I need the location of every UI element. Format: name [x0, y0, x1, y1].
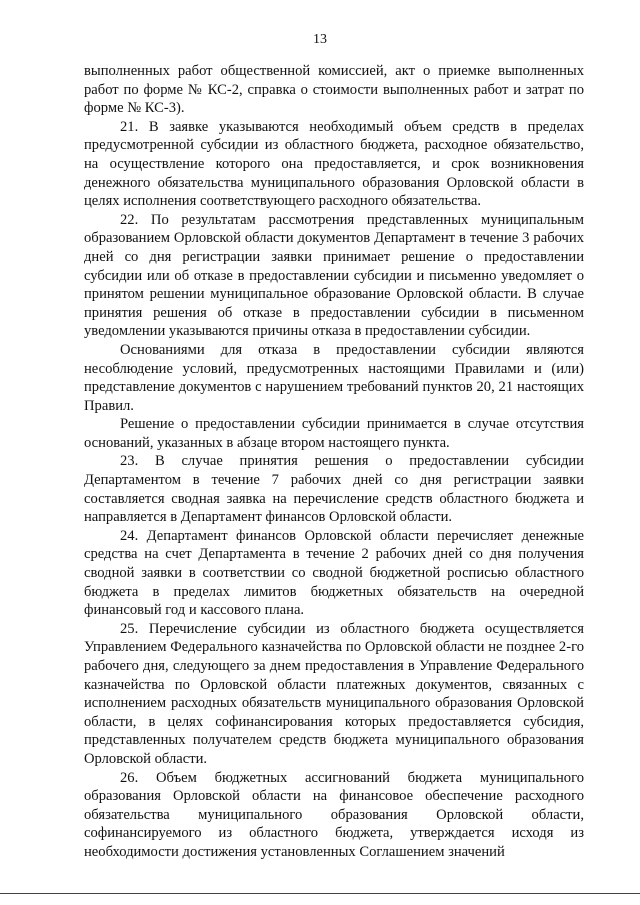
paragraph-continuation: выполненных работ общественной комиссией, акт о приемке выполненных работ по форме № КС-2, справка о стоимости выполненных работ и затрат по форме № КС-3). [84, 63, 584, 117]
paragraph-refusal-grounds: Основаниями для отказа в предоставлении субсидии являются несоблюдение условий, предусмотренных настоящими Правилами и (или) представление документов с нарушением требований пунктов 20, 21 настоящих Правил. [84, 341, 584, 414]
paragraph-21: 21. В заявке указываются необходимый объем средств в пределах предусмотренной субсидии из областного бюджета, расходное обязательство, на осуществление которого она предоставляется, и срок возникновения денежного обязательства муниципального образования Орловской области в целях исполнения соответствующего расходного обязательства. [84, 118, 584, 210]
document-body [84, 62, 584, 862]
paragraph-22: 22. По результатам рассмотрения представленных муниципальным образованием Орловской области документов Департамент в течение 3 рабочих дней со дня регистрации заявки принимает решение о предоставлении субсидии или об отказе в предоставлении субсидии и письменно уведомляет о принятом решении муниципальное образование Орловской области. В случае принятия решения об отказе в предоставлении субсидии в письменном уведомлении указываются причины отказа в предоставлении субсидии. [84, 211, 584, 340]
paragraph-26: 26. Объем бюджетных ассигнований бюджета муниципального образования Орловской области на финансовое обеспечение расходного обязательства муниципального образования Орловской области, софинансируемого из областного бюджета, утверждается исходя из необходимости достижения установленных Соглашением значений [84, 769, 584, 860]
paragraph-25: 25. Перечисление субсидии из областного бюджета осуществляется Управлением Федерального казначейства по Орловской области не позднее 2-го рабочего дня, следующего за днем предоставления в Управление Федерального казначейства по Орловской области платежных документов, связанных с исполнением расходных обязательств муниципального образования Орловской области, в целях софинансирования которых предоставляется субсидия, представленных получателем средств бюджета муниципального образования Орловской области. [84, 620, 584, 767]
paragraph-23: 23. В случае принятия решения о предоставлении субсидии Департаментом в течение 7 рабочих дней со дня регистрации заявки составляется сводная заявка на перечисление средств областного бюджета и направляется в Департамент финансов Орловской области. [84, 453, 584, 526]
paragraph-24: 24. Департамент финансов Орловской области перечисляет денежные средства на счет Департамента в течение 2 рабочих дней со дня получения сводной заявки в соответствии со сводной бюджетной росписью областного бюджета в пределах лимитов бюджетных обязательств на очередной финансовый год и кассового плана. [84, 527, 584, 619]
page-bottom-edge [0, 893, 640, 894]
page-number: 13 [313, 32, 327, 47]
paragraph-decision: Решение о предоставлении субсидии принимается в случае отсутствия оснований, указанных в абзаце втором настоящего пункта. [84, 416, 584, 451]
